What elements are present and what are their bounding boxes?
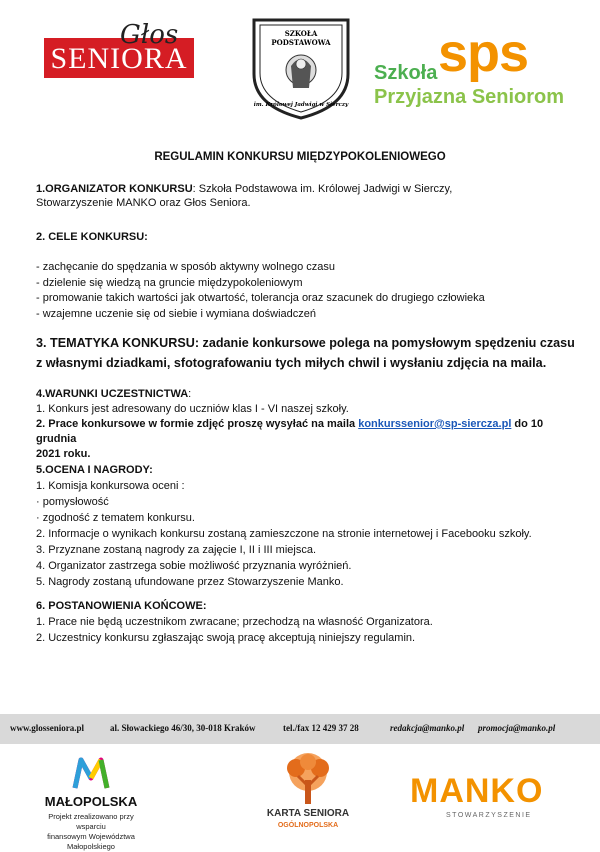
malopolska-word: MAŁOPOLSKA xyxy=(44,794,138,809)
sps-line1: Szkoła xyxy=(374,62,438,84)
footer-address: al. Słowackiego 46/30, 30-018 Kraków xyxy=(110,723,256,733)
section-4-item-2-line2: 2021 roku. xyxy=(36,448,91,460)
section-1-text-b: Stowarzyszenie MANKO oraz Głos Seniora. xyxy=(36,197,251,209)
section-4-item-2-prefix: 2. Prace konkursowe w formie zdjęć proszę wysyłać na maila xyxy=(36,418,359,430)
school-crest-line1: SZKOŁA xyxy=(284,29,318,38)
section-1-heading: 1.ORGANIZATOR KONKURSU xyxy=(36,183,193,195)
section-3-line2: z własnymi dziadkami, sfotografowaniu tych miłych chwil i wysłaniu zdjęcia na maila. xyxy=(36,356,547,370)
school-crest-logo xyxy=(246,14,356,122)
school-crest-line2: PODSTAWOWA xyxy=(271,38,331,47)
list-item: 5. Nagrody zostaną ufundowane przez Stowarzyszenie Manko. xyxy=(36,576,344,588)
section-3-line1: TEMATYKA KONKURSU: zadanie konkursowe polega na pomysłowym spędzeniu czasu xyxy=(50,336,575,350)
section-3-number: 3. xyxy=(36,336,47,350)
section-2-heading: 2. CELE KONKURSU: xyxy=(36,231,148,243)
manko-word xyxy=(410,772,543,811)
section-4-item-1: 1. Konkurs jest adresowany do uczniów klas I - VI naszej szkoły. xyxy=(36,403,349,415)
malopolska-caption-line: finansowym Województwa xyxy=(47,832,135,841)
sps-letters xyxy=(438,22,528,84)
footer-email-promocja[interactable]: promocja@manko.pl xyxy=(478,723,556,733)
section-4-colon: : xyxy=(188,388,192,400)
sps-line2: Przyjazna Seniorom xyxy=(374,86,565,108)
section-4-item-2-suffix: do 10 grudnia xyxy=(36,418,544,445)
section-5 xyxy=(36,462,576,590)
manko-logo xyxy=(410,772,580,822)
section-3 xyxy=(36,333,576,373)
footer-website[interactable]: www.glosseniora.pl xyxy=(10,723,85,733)
list-item: - dzielenie się wiedzą na gruncie międzypokoleniowym xyxy=(36,276,303,289)
karta-seniora-title: KARTA SENIORA xyxy=(266,808,350,819)
section-6 xyxy=(36,598,576,646)
karta-seniora-subtitle: OGÓLNOPOLSKA xyxy=(277,822,339,829)
malopolska-caption-line: Projekt zrealizowano przy wsparciu xyxy=(48,812,134,831)
malopolska-m-icon xyxy=(71,754,111,792)
tree-icon xyxy=(276,752,340,806)
list-item: 3. Przyznane zostaną nagrody za zajęcie I, II i III miejsca. xyxy=(36,544,317,556)
glos-seniora-logo xyxy=(44,20,194,80)
list-item: 2. Informacje o wynikach konkursu zostaną zamieszczone na stronie internetowej i Facebooku szkoły. xyxy=(36,528,532,540)
list-item: · pomysłowość xyxy=(36,496,109,508)
section-1 xyxy=(36,182,576,210)
sps-letters-text: sps xyxy=(438,23,529,83)
list-item: 1. Prace nie będą uczestnikom zwracane; przechodzą na własność Organizatora. xyxy=(36,616,433,628)
malopolska-caption-line: Małopolskiego xyxy=(67,842,115,851)
list-item: - zachęcanie do spędzania w sposób aktywny wolnego czasu xyxy=(36,261,336,273)
school-crest-icon xyxy=(246,14,356,122)
list-item: 1. Komisja konkursowa oceni : xyxy=(36,480,185,492)
footer-phone: tel./fax 12 429 37 28 xyxy=(283,723,359,733)
section-5-heading: 5.OCENA I NAGRODY: xyxy=(36,464,153,476)
list-item: - promowanie takich wartości jak otwartość, tolerancja oraz szacunek do drugiego człowieka xyxy=(36,292,485,304)
manko-subtitle: STOWARZYSZENIE xyxy=(446,812,532,819)
section-2-list xyxy=(36,260,576,322)
contest-email-link[interactable]: konkurssenior@sp-siercza.pl xyxy=(358,418,512,430)
glos-seniora-logo-script: Głos xyxy=(120,20,179,50)
list-item: 4. Organizator zastrzega sobie możliwość przyznania wyróżnień. xyxy=(36,560,352,572)
section-4-heading: 4.WARUNKI UCZESTNICTWA xyxy=(36,388,189,400)
malopolska-logo xyxy=(36,754,166,851)
section-4 xyxy=(36,387,576,462)
section-1-text-a: : Szkoła Podstawowa im. Królowej Jadwigi w Sierczy, xyxy=(192,183,453,195)
manko-word-text: MANKO xyxy=(410,772,544,810)
list-item: · zgodność z tematem konkursu. xyxy=(36,512,195,524)
school-crest-arc: im. Królowej Jadwigi w Sierczy xyxy=(253,102,349,108)
szkola-przyjazna-seniorom-logo xyxy=(370,23,590,112)
list-item: 2. Uczestnicy konkursu zgłaszając swoją pracę akceptują niniejszy regulamin. xyxy=(36,632,416,644)
document-title: REGULAMIN KONKURSU MIĘDZYPOKOLENIOWEGO xyxy=(154,151,446,163)
list-item: - wzajemne uczenie się od siebie i wymiana doświadczeń xyxy=(36,307,317,320)
footer-email-redakcja[interactable]: redakcja@manko.pl xyxy=(390,723,465,733)
glos-seniora-logo-word: SENIORA xyxy=(50,42,188,75)
section-6-heading: 6. POSTANOWIENIA KOŃCOWE: xyxy=(36,600,207,612)
malopolska-caption xyxy=(36,812,146,852)
karta-seniora-logo xyxy=(258,752,358,847)
